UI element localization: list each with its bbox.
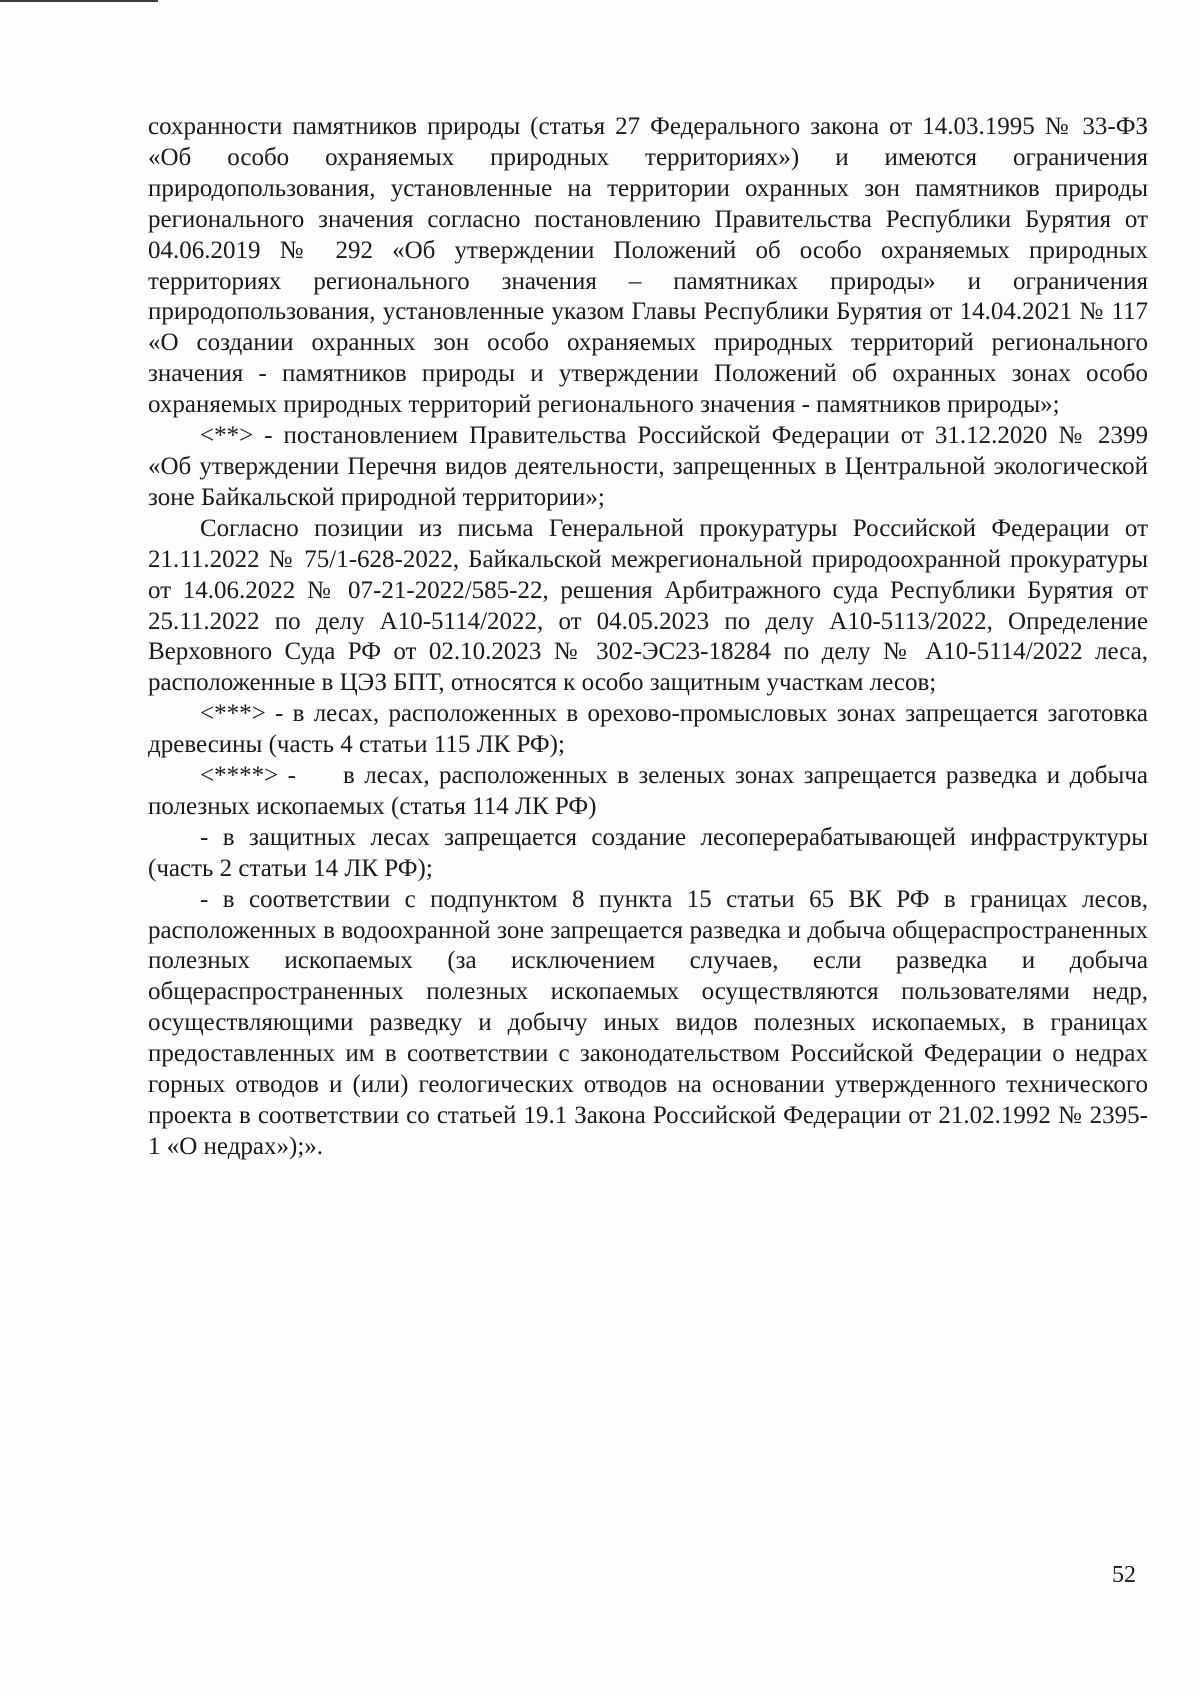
scan-edge-mark	[0, 0, 158, 2]
paragraph-footnote-triple-star: <***> - в лесах, расположенных в орехово-промысловых зонах запрещается заготовка древесины (часть 4 статьи 115 ЛК РФ);	[148, 700, 1148, 759]
paragraph-water-protection-zone: - в соответствии с подпунктом 8 пункта 15 статьи 65 ВК РФ в границах лесов, расположенных в водоохранной зоне запрещается разведка и добыча общераспространенных полезных ископаемых (за исключением случаев, если разведка и добыча общераспространенных полезных ископаемых осуществляются пользователями недр, осуществляющими разведку и добычу иных видов полезных ископаемых, в границах предоставленных им в соответствии с законодательством Российской Федерации о недрах горных отводов и (или) геологических отводов на основании утвержденного технического проекта в соответствии со статьей 19.1 Закона Российской Федерации от 21.02.1992 № 2395-1 «О недрах»);».	[148, 885, 1148, 1160]
paragraph-prosecutor-position: Согласно позиции из письма Генеральной прокуратуры Российской Федерации от 21.11.2022 № 75/1-628-2022, Байкальской межрегиональной природоохранной прокуратуры от 14.06.2022 № 07-21-2022/585-22, решения Арбитражного суда Республики Бурятия от 25.11.2022 по делу А10-5114/2022, от 04.05.2023 по делу А10-5113/2022, Определение Верховного Суда РФ от 02.10.2023 № 302-ЭС23-18284 по делу № А10-5114/2022 леса, расположенные в ЦЭЗ БПТ, относятся к особо защитным участкам лесов;	[148, 514, 1148, 697]
document-body	[148, 112, 1155, 1163]
paragraph-protective-forests: - в защитных лесах запрещается создание лесоперерабатывающей инфраструктуры (часть 2 статьи 14 ЛК РФ);	[148, 823, 1148, 882]
paragraph-continuation: сохранности памятников природы (статья 27 Федерального закона от 14.03.1995 № 33-ФЗ «Об особо охраняемых природных территориях») и имеются ограничения природопользования, установленные на территории охранных зон памятников природы регионального значения согласно постановлению Правительства Республики Бурятия от 04.06.2019 № 292 «Об утверждении Положений об особо охраняемых природных территориях регионального значения – памятниках природы» и ограничения природопользования, установленные указом Главы Республики Бурятия от 14.04.2021 № 117 «О создании охранных зон особо охраняемых природных территорий регионального значения - памятников природы и утверждении Положений об охранных зонах особо охраняемых природных территорий регионального значения - памятников природы»;	[148, 113, 1148, 419]
paragraph-footnote-double-star: <**> - постановлением Правительства Российской Федерации от 31.12.2020 № 2399 «Об утверждении Перечня видов деятельности, запрещенных в Центральной экологической зоне Байкальской природной территории»;	[148, 422, 1148, 511]
page-number: 52	[1112, 1562, 1136, 1588]
paragraph-footnote-quad-star: <****> - в лесах, расположенных в зеленых зонах запрещается разведка и добыча полезных ископаемых (статья 114 ЛК РФ)	[148, 762, 1155, 820]
